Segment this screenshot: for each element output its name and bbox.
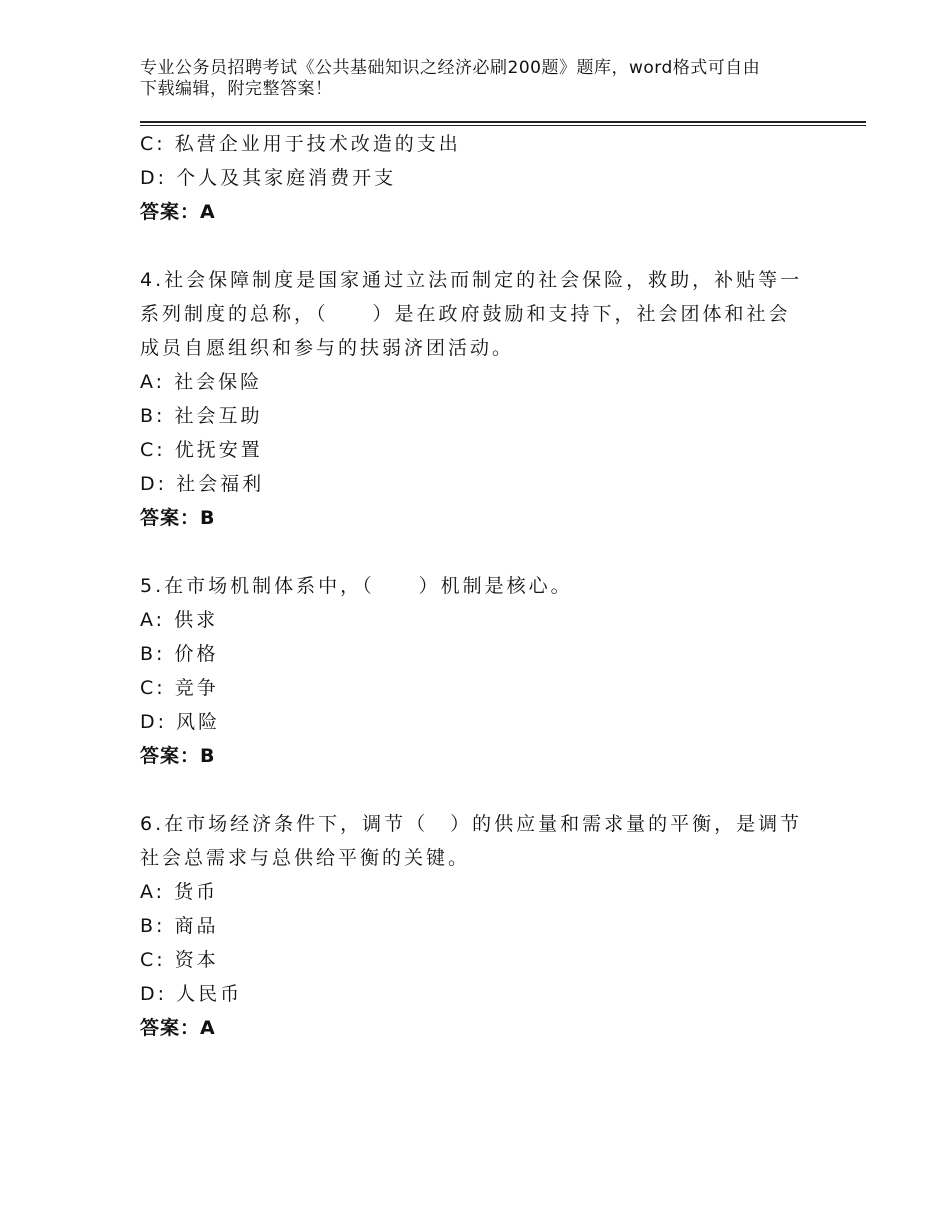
spacer	[140, 773, 840, 807]
spacer	[140, 229, 840, 263]
option-c: C: 资本	[140, 949, 219, 971]
header-line-1: 专业公务员招聘考试《公共基础知识之经济必刷200题》题库，word格式可自由	[140, 58, 761, 78]
question-text-line: 6.在市场经济条件下，调节（ ）的供应量和需求量的平衡，是调节	[140, 813, 803, 835]
header-divider	[140, 121, 866, 123]
option-d: D: 风险	[140, 711, 221, 733]
answer: 答案：A	[140, 201, 216, 223]
option-c: C: 私营企业用于技术改造的支出	[140, 133, 461, 155]
question-text-line: 社会总需求与总供给平衡的关键。	[140, 847, 471, 869]
question-6	[140, 807, 840, 1045]
option-c: C: 竞争	[140, 677, 219, 699]
option-d: D: 个人及其家庭消费开支	[140, 167, 397, 189]
option-a: A: 供求	[140, 609, 219, 631]
question-text-line: 系列制度的总称，（ ）是在政府鼓励和支持下，社会团体和社会	[140, 303, 791, 325]
answer: 答案：A	[140, 1017, 216, 1039]
question-5	[140, 569, 840, 773]
option-b: B: 商品	[140, 915, 219, 937]
answer: 答案：B	[140, 507, 216, 529]
question-text-line: 5.在市场机制体系中，（ ）机制是核心。	[140, 575, 573, 597]
question-list	[140, 127, 840, 1045]
spacer	[140, 535, 840, 569]
answer: 答案：B	[140, 745, 216, 767]
option-b: B: 价格	[140, 643, 219, 665]
question-text-line: 4.社会保障制度是国家通过立法而制定的社会保险，救助，补贴等一	[140, 269, 803, 291]
option-a: A: 货币	[140, 881, 219, 903]
question-text-line: 成员自愿组织和参与的扶弱济团活动。	[140, 337, 515, 359]
header-divider-thin	[140, 125, 866, 126]
option-d: D: 社会福利	[140, 473, 265, 495]
document-header	[140, 58, 810, 100]
question-4	[140, 263, 840, 535]
option-a: A: 社会保险	[140, 371, 263, 393]
option-b: B: 社会互助	[140, 405, 263, 427]
header-line-2: 下载编辑，附完整答案！	[140, 79, 333, 99]
option-c: C: 优抚安置	[140, 439, 263, 461]
option-d: D: 人民币	[140, 983, 243, 1005]
question-3-continued	[140, 127, 840, 229]
